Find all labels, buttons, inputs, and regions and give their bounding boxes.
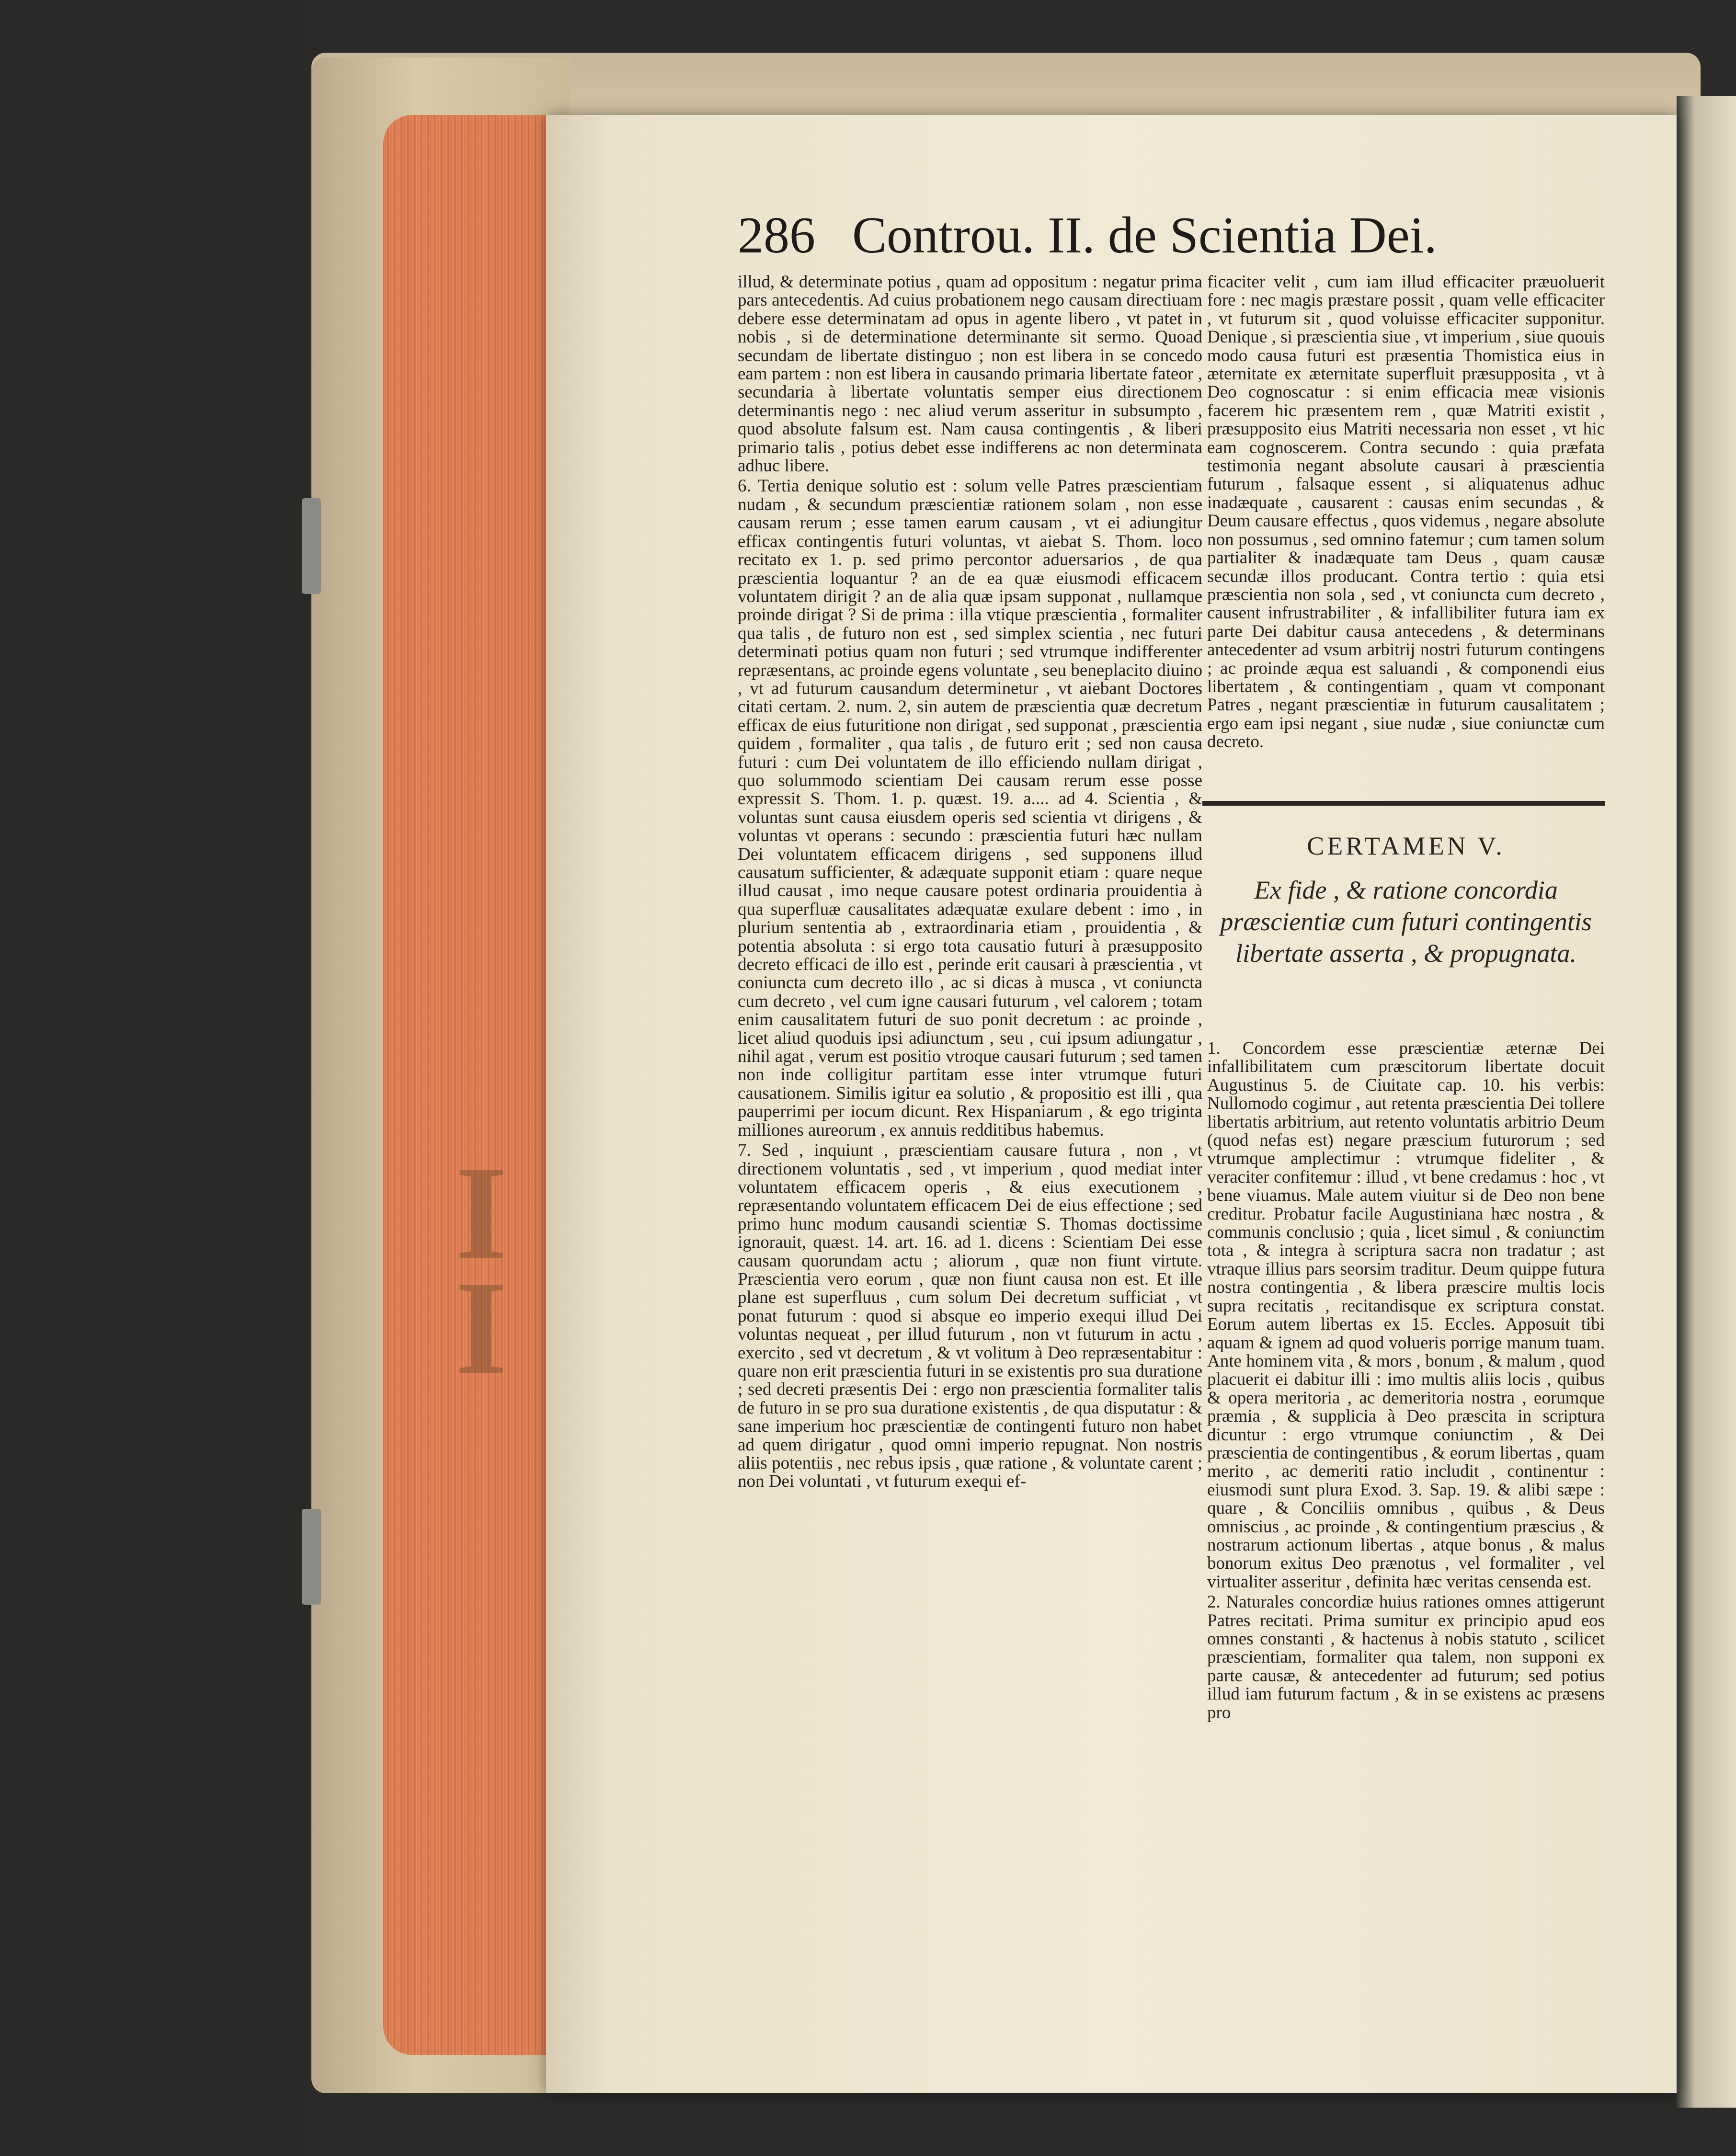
right-column-bottom [1207, 1039, 1605, 1724]
paragraph: 1. Concordem esse præscientiæ æternæ Dei infallibilitatem cum præscitorum libertate docuit Augustinus 5. de Ciuitate cap. 10. his verbis: Nullomodo cogimur , aut retenta præscientia Dei tollere libertatis arbitrium, aut retento voluntatis arbitrio Deum (quod nefas est) negare præscium futurorum ; sed vtrumque amplectimur : vtrumque fideliter , & veraciter confitemur : illud , vt bene credamus : hoc , vt bene viuamus. Male autem viuitur si de Deo non bene creditur. Probatur facile Augustiniana hæc nostra , & communis conclusio ; quia , licet simul , & coniunctim tota , & integra à scriptura sacra non tradatur ; ast vtraque illius pars seorsim traditur. Deum quippe futura nostra contingentia , & libera præscire multis locis supra recitatis , recitandisque ex scriptura constat. Eorum autem libertas ex 15. Eccles. Apposuit tibi aquam & ignem ad quod volueris porrige manum tuam. Ante hominem vita , & mors , bonum , & malum , quod placuerit ei dabitur illi : imo multis aliis locis , quibus & opera meritoria , ac demeritoria nostra , eorumque præmia , & supplicia à Deo præscita in scriptura dicuntur : ergo vtrumque coniunctim , & Dei præscientia de contingentibus , & eorum libertas , quam merito , ac demeriti ratio includit , continentur : eiusmodi sunt plura Exod. 3. Sap. 19. & alibi sæpe : quare , & Conciliis omnibus , quibus , & Deus omniscius , ac proinde , & contingentium præscius , & nostrarum actionum libertas , atque bonus , & malus bonorum exitus Deo prænotus , vel formaliter , vel virtualiter asseritur , definita hæc veritas censenda est. [1207, 1038, 1605, 1592]
paragraph: 7. Sed , inquiunt , præscientiam causare futura , non , vt directionem voluntatis , sed , vt imperium , quod mediat inter voluntatem efficacem operis , & eius executionem , repræsentando voluntatem efficacem Dei de eius effectione ; sed primo hunc modum causandi scientiæ S. Thomas doctissime ignorauit, quæst. 14. art. 16. ad 1. dicens : Scientiam Dei esse causam quorundam actu ; aliorum , quæ non fiunt virtute. Præscientia vero eorum , quæ non fiunt causa non est. Et ille plane est superfluus , cum solum Dei decretum sufficiat , vt ponat futurum : quod si absque eo imperio exequi illud Dei voluntas nequeat , per illud futurum , non vt futurum in actu , exercito , sed vt decretum , & vt volitum à Deo repræsentabitur : quare non erit præscientia futuri in se existentis pro sua duratione ; sed decreti præsentis Dei : ergo non præscientia formaliter talis de futuro in se pro sua duratione existentis , de qua disputatur : & sane imperium hoc præscientiæ de contingenti futuro non habet ad quem dirigatur , quod omni imperio repugnat. Non nostris aliis potentiis , nec rebus ipsis , quæ ratione , & voluntate carent ; non Dei voluntati , vt futurum exequi ef- [738, 1141, 1202, 1492]
section-divider [1202, 801, 1605, 806]
paragraph: ficaciter velit , cum iam illud efficaciter præuoluerit fore : nec magis præstare possit , quam velle efficaciter , vt futurum sit , quod voluisse efficaciter supponitur. Denique , si præscientia siue , vt imperium , siue quouis modo causa futuri est præsentia Thomistica eius in æternitate ex æternitate superfluit præsupposita , vt à Deo cognoscatur : si enim efficacia meæ visionis facerem hic præsentem rem , quæ Matriti existit , præsupposito eius Matriti necessaria non esset , vt hic eam cognoscerem. Contra secundo : quia præfata testimonia negant absolute causari à præscientia futurum , falsaque essent , si aliquatenus adhuc inadæquate , causarent : causas enim secundas , & Deum causare effectus , quos videmus , negare absolute non possumus , sed omnino fatemur ; cum tamen solum partialiter & inadæquate tam Deus , quam causæ secundæ illos producant. Contra tertio : quia etsi præscientia non sola , sed , vt coniuncta cum decreto , causent infrustrabiliter , & infallibiliter futura iam ex parte Dei dabitur causa antecedens , & determinans antecedenter ad vsum arbitrij nostri futurum contingens ; ac proinde æqua est saluandi , & componendi eius libertatem , & contingentiam , quam vt componant Patres , negant præscientiæ in futurum causalitatem ; ergo eam ipsi negant , siue nudæ , siue coniunctæ cum decreto. [1207, 272, 1605, 752]
dark-background [0, 0, 311, 2156]
page-edges [383, 115, 551, 2055]
right-column-top [1207, 273, 1605, 753]
page-number: 286 [738, 207, 815, 264]
running-title: Controu. II. de Scientia Dei. [852, 207, 1437, 264]
running-header [738, 206, 1504, 278]
spine-letter: I [455, 1138, 507, 1287]
left-column [738, 273, 1202, 1493]
spine-letter: I [455, 1253, 507, 1402]
section-subtitle: Ex fide , & ratione concordia præscientiæ cum futuri contingentis libertate asserta , & propugnata. [1220, 876, 1592, 968]
paragraph: 2. Naturales concordiæ huius rationes omnes attigerunt Patres recitati. Prima sumitur ex principio apud eos omnes constanti , & hactenus à nobis statuto , scilicet præscientiam, formaliter qua talem, non supponi ex parte causæ, & antecedenter ad futurum; sed potius illud iam futurum factum , & in se existens ac præsens pro [1207, 1592, 1605, 1723]
facing-page-edge [1677, 96, 1736, 2108]
paragraph: illud, & determinate potius , quam ad oppositum : negatur prima pars antecedentis. Ad cuius probationem nego causam directiuam debere esse determinatam ad opus in agente libero , vt patet in nobis , si de determinatione determinante sit sermo. Quoad secundam de libertate distinguo ; non est libera in se concedo eam partem : non est libera in causando primaria libertate fateor , secundaria à libertate voluntatis semper eius directionem determinantis nego : nec aliud verum asseritur in subsumpto , quod absolute falsum est. Nam causa contingentis , & liberi primario talis , potius debet esse indifferens ac non determinata adhuc libere. [738, 272, 1202, 476]
metal-clasp [302, 498, 321, 594]
section-title: CERTAMEN V. [1307, 832, 1505, 860]
metal-clasp [302, 1509, 321, 1605]
paragraph: 6. Tertia denique solutio est : solum velle Patres præscientiam nudam , & secundum præscientiæ rationem solam , non esse causam rerum ; esse tamen earum causam , vt ei adiungitur efficax contingentis futuri voluntas, vt aiebat S. Thom. loco recitato ex 1. p. sed primo percontor aduersarios , de qua præscientia loquantur ? an de ea quæ eiusmodi efficacem voluntatem dirigit ? an de alia quæ ipsam supponat , nullamque proinde dirigat ? Si de prima : illa vtique præscientia , formaliter qua talis , de futuro non est , sed simplex scientia , nec futuri determinati potius quam non futuri ; sed vtrumque indifferenter repræsentans, ac proinde egens voluntate , seu beneplacito diuino , vt ad futurum causandum determinetur , vt aiebant Doctores citati certam. 2. num. 2, sin autem de præscientia quæ decretum efficax de eius futuritione non dirigat , sed supponat , præscientia quidem , formaliter , qua talis , de futuro erit ; sed non causa futuri : cum Dei voluntatem de illo efficiendo nullam dirigat , quo solummodo scientiam Dei causam rerum esse posse expressit S. Thom. 1. p. quæst. 19. a.... ad 4. Scientia , & voluntas sunt causa eiusdem operis sed scientia vt dirigens , & voluntas vt operans : secundo : præscientia futuri hæc nullam Dei voluntatem efficacem dirigens , sed supponens illud causatum sufficienter, & adæquate supponit etiam : quare neque illud causat , imo neque causare potest ordinaria prouidentia à qua superfluæ causalitates adæquatæ exulare debent : imo , in plurium sententia ab , extraordinaria etiam , prouidentia , & potentia absoluta : si ergo tota causatio futuri à præsupposito decreto efficaci de illo est , perinde erit causari à præscientia , vt coniuncta cum decreto illo , ac si dicas à musca , vt coniuncta cum decreto , vel cum igne causari futurum , vel calorem ; totam enim causalitatem futuri de suo ponit decretum : ac proinde , licet aliud quoduis ipsi adiunctum , seu , cui ipsum adiungatur , nihil agat , verum est positio vtroque causari futurum ; sed tamen non inde colligitur partitam esse inter vtrumque futuri causationem. Similis igitur ea solutio , & propositio est illi , qua pauperrimi per iocum dicunt. Rex Hispaniarum , & ego triginta milliones aureorum , ex annuis redditibus habemus. [738, 476, 1202, 1140]
